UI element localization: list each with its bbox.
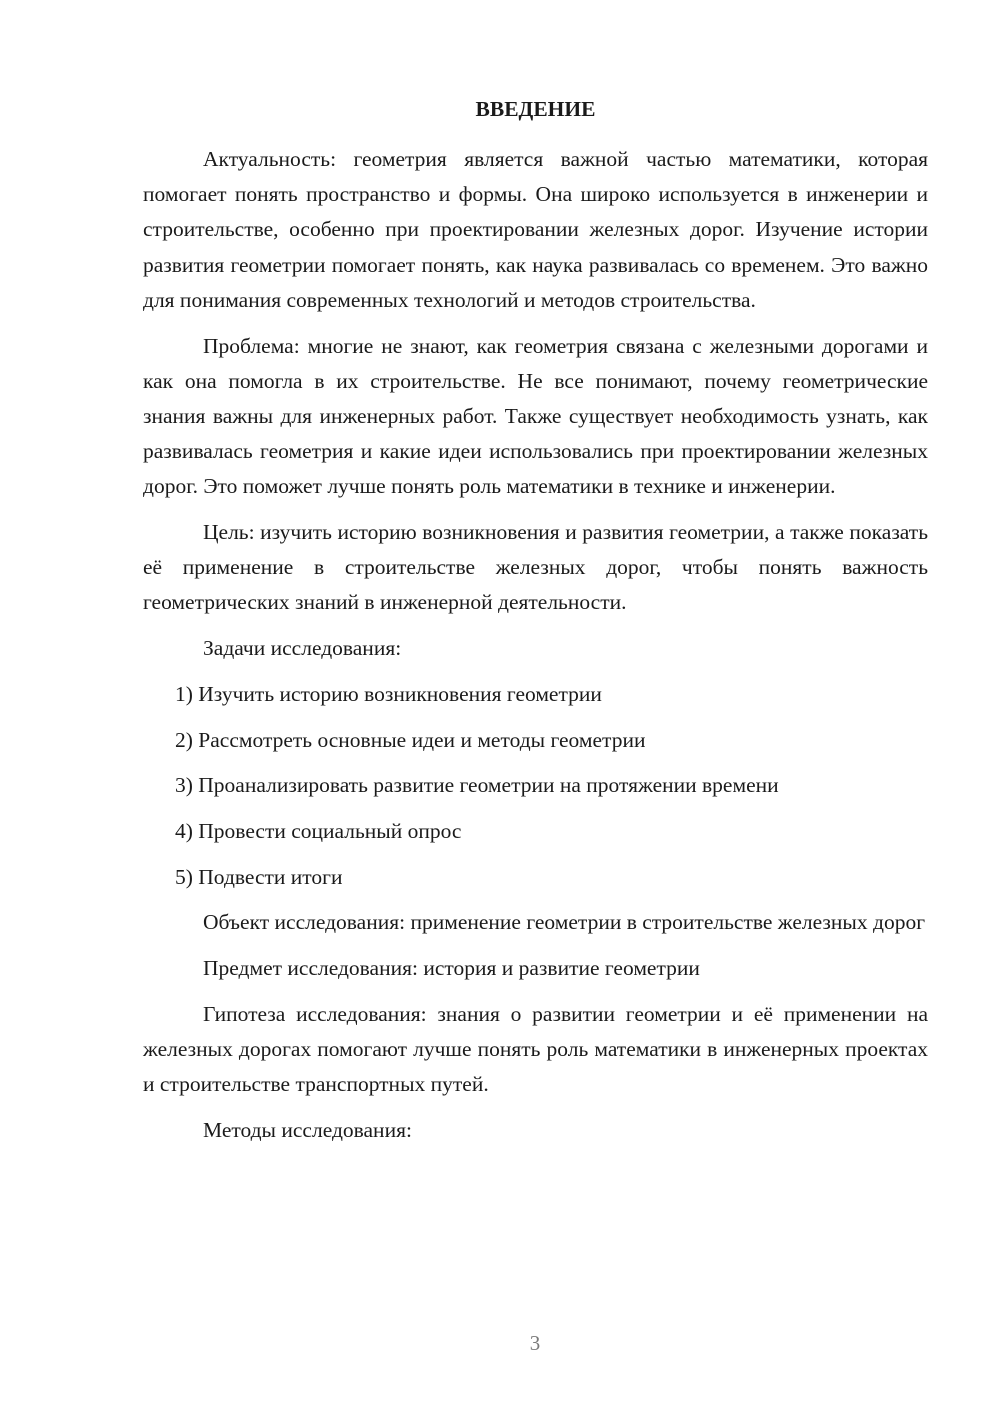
tasks-heading: Задачи исследования: (203, 636, 402, 661)
page-number: 3 (529, 1331, 541, 1355)
list-item: 3) Проанализировать развитие геометрии на протяжении времени (175, 773, 779, 798)
paragraph-problem: Проблема: многие не знают, как геометрия связана с железными дорогами и как она помогла в их строительстве. Не все понимают, почему геометрические знания важны для инженерных работ. Также существует необходимость узнать, как развивалась геометрия и какие идеи использовались при проектировании железных дорог. Это поможет лучше понять роль математики в технике и инженерии. (143, 333, 928, 499)
paragraph-relevance: Актуальность: геометрия является важной частью математики, которая помогает понять пространство и формы. Она широко используется в инженерии и строительстве, особенно при проектировании железных дорог. Изучение истории развития геометрии помогает понять, как наука развивалась со временем. Это важно для понимания современных технологий и методов строительства. (143, 147, 928, 312)
list-item: 1) Изучить историю возникновения геометрии (175, 681, 602, 706)
methods-heading: Методы исследования: (203, 1117, 412, 1142)
list-item: 5) Подвести итоги (175, 864, 343, 889)
page-title: ВВЕДЕНИЕ (475, 97, 596, 121)
list-item: 4) Провести социальный опрос (175, 818, 462, 843)
paragraph-subject: Предмет исследования: история и развитие геометрии (203, 956, 700, 981)
document-page (143, 92, 928, 1148)
tasks-list (143, 677, 928, 895)
paragraph-object: Объект исследования: применение геометрии в строительстве железных дорог (203, 910, 926, 935)
list-item: 2) Рассмотреть основные идеи и методы геометрии (175, 727, 646, 752)
paragraph-hypothesis: Гипотеза исследования: знания о развитии геометрии и её применении на железных дорогах помогают лучше понять роль математики в инженерных проектах и строительстве транспортных путей. (143, 1001, 928, 1097)
paragraph-goal: Цель: изучить историю возникновения и развития геометрии, а также показать её применение в строительстве железных дорог, чтобы понять важность геометрических знаний в инженерной деятельности. (143, 520, 928, 615)
